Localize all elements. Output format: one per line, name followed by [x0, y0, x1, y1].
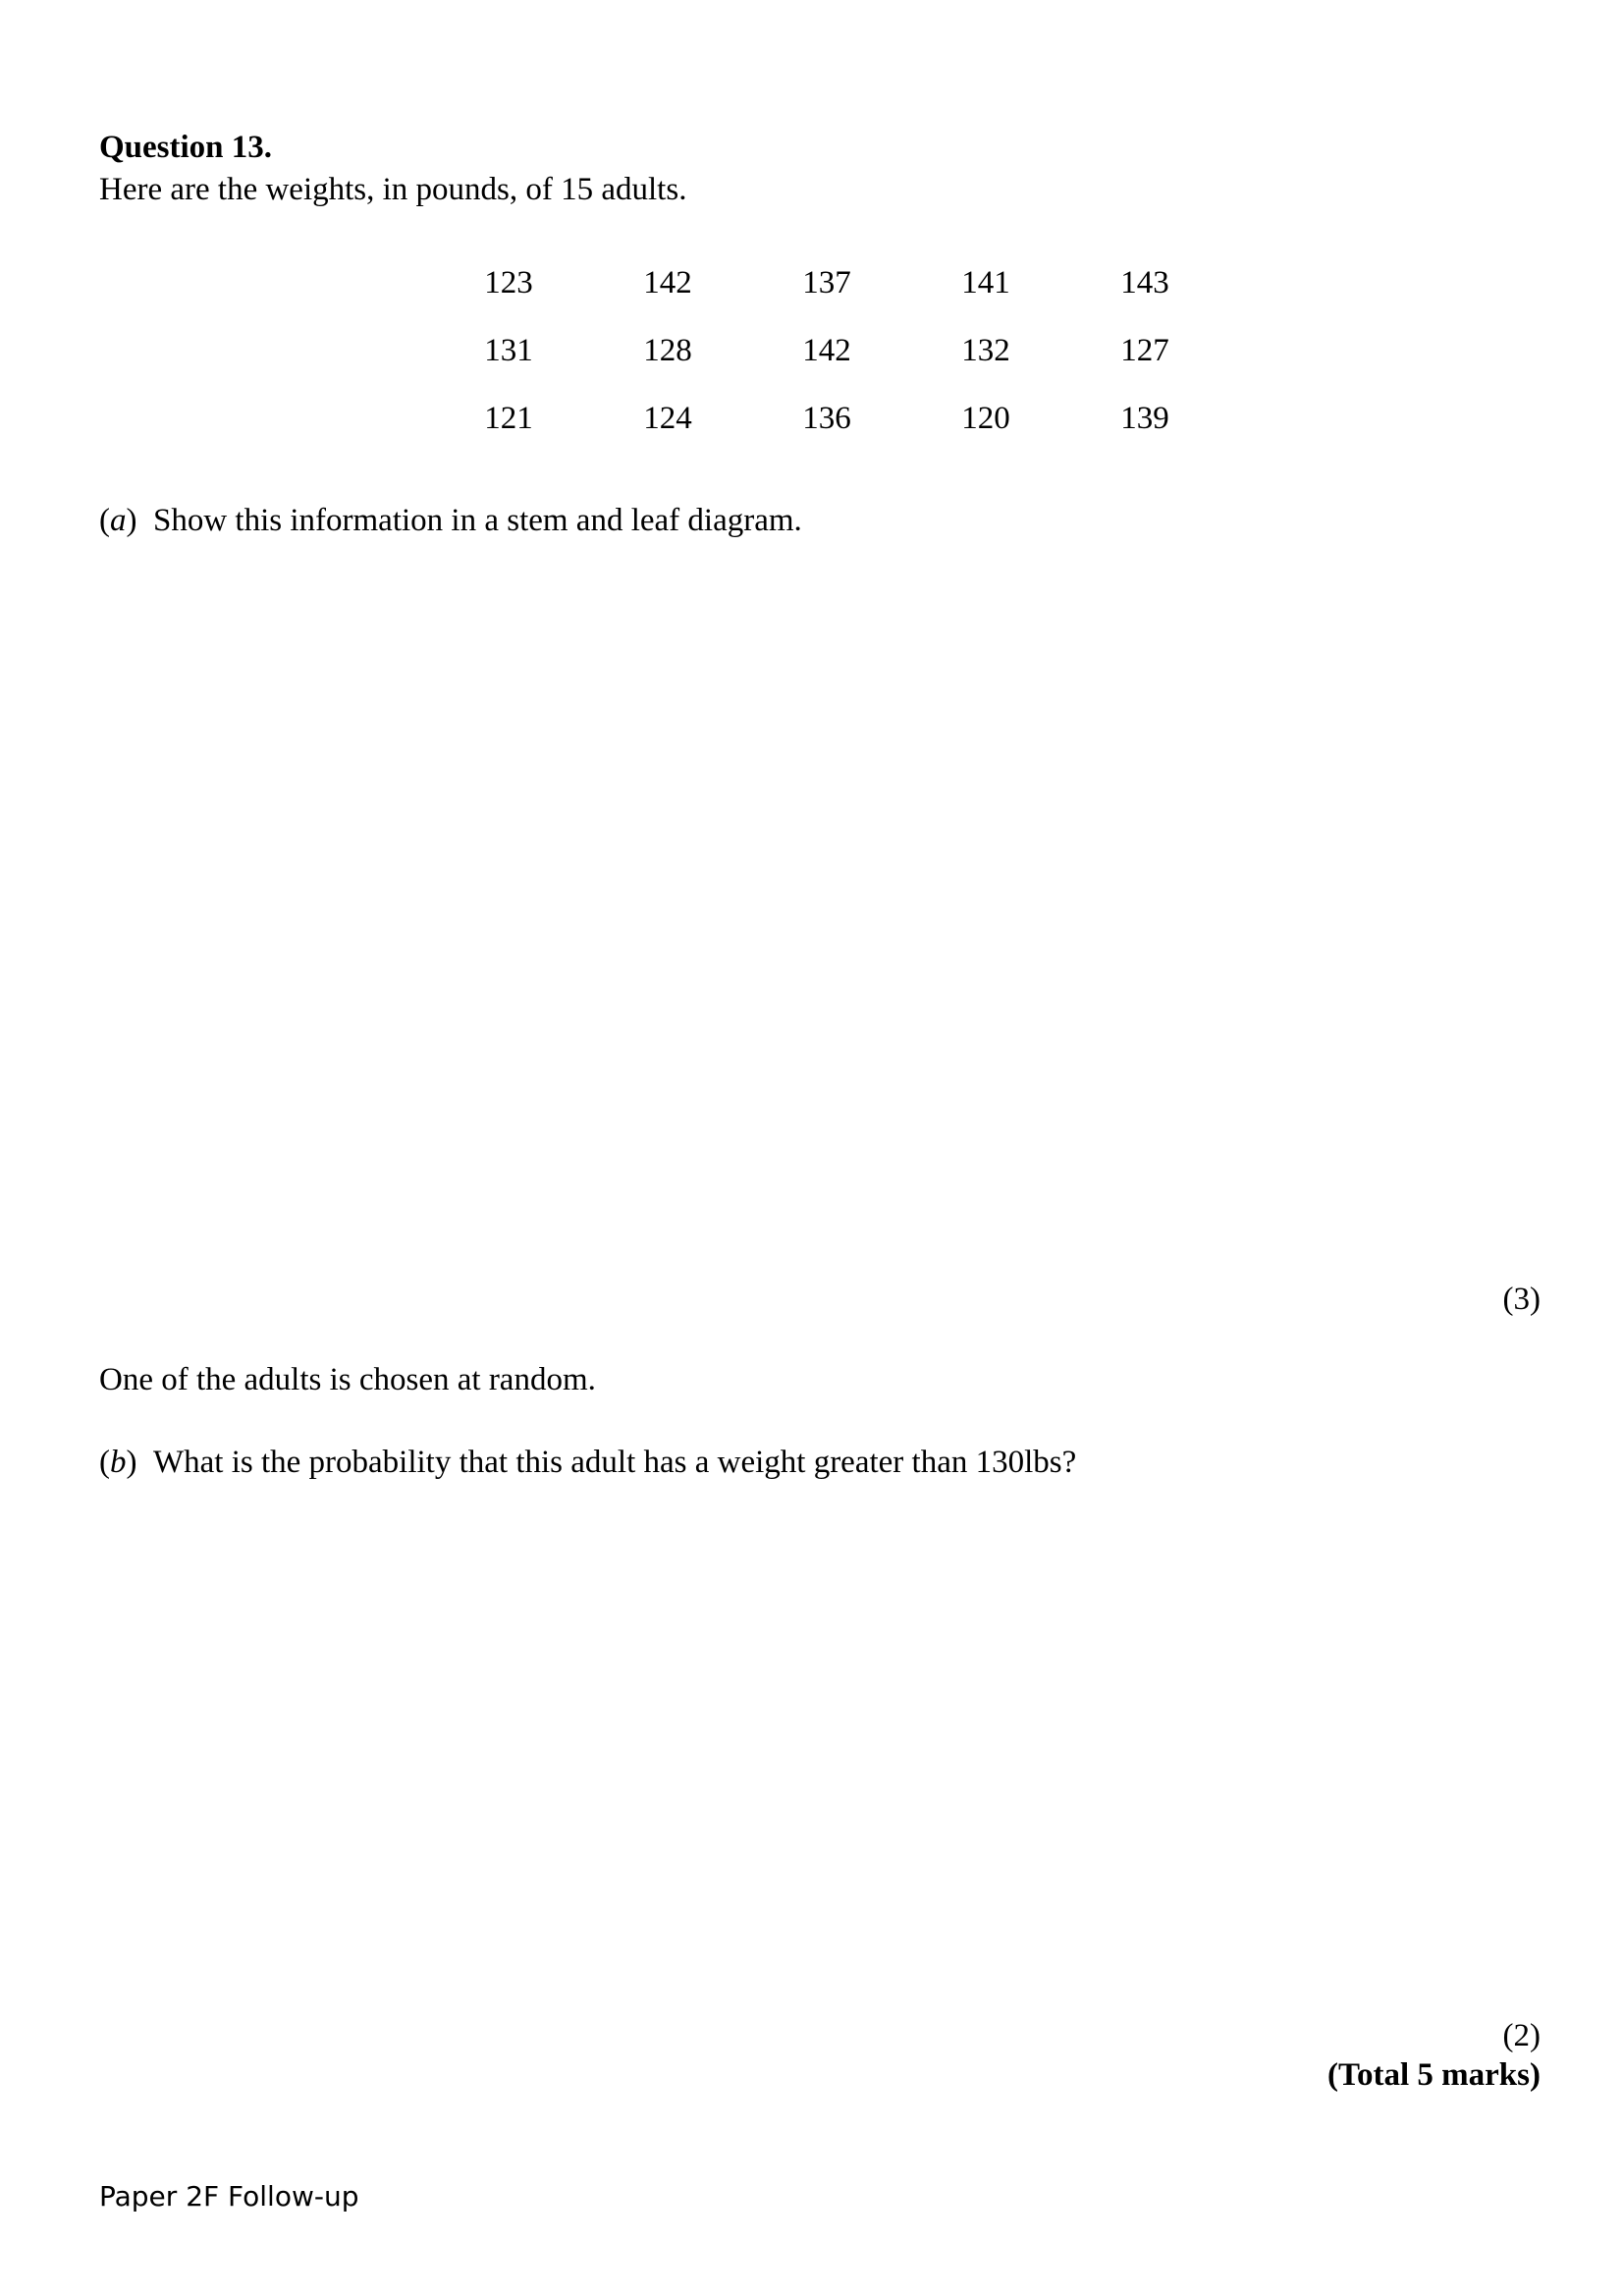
weight-value: 121	[484, 401, 533, 436]
part-b-close: )	[126, 1445, 137, 1480]
weights-row	[450, 401, 1245, 468]
chosen-at-random-text: One of the adults is chosen at random.	[99, 1362, 596, 1397]
weights-row	[450, 265, 1245, 333]
weight-value: 124	[643, 401, 692, 436]
weight-value: 139	[1120, 401, 1169, 436]
part-a-marks: (3)	[1502, 1282, 1541, 1317]
total-marks: (Total 5 marks)	[1327, 2057, 1541, 2093]
weight-value: 127	[1120, 333, 1169, 368]
weight-value: 131	[484, 333, 533, 368]
part-b-text: What is the probability that this adult has a weight greater than 130lbs?	[153, 1445, 1077, 1480]
page-footer: Paper 2F Follow-up	[99, 2180, 359, 2213]
weight-value: 120	[961, 401, 1010, 436]
part-b-prompt	[99, 1445, 1076, 1481]
weight-value: 142	[643, 265, 692, 301]
part-b-letter: b	[110, 1445, 127, 1480]
weight-value: 143	[1120, 265, 1169, 301]
weight-value: 123	[484, 265, 533, 301]
part-a-letter: a	[110, 503, 127, 538]
part-b-marks: (2)	[1502, 2018, 1541, 2053]
weight-value: 132	[961, 333, 1010, 368]
weight-value: 142	[802, 333, 851, 368]
weight-value: 137	[802, 265, 851, 301]
weights-row	[450, 333, 1245, 401]
weight-value: 128	[643, 333, 692, 368]
part-b-open: (	[99, 1445, 110, 1480]
part-a-close: )	[126, 503, 137, 538]
question-title: Question 13.	[99, 130, 273, 165]
question-intro: Here are the weights, in pounds, of 15 adults.	[99, 172, 687, 207]
weight-value: 136	[802, 401, 851, 436]
part-a-open: (	[99, 503, 110, 538]
weights-grid	[450, 265, 1245, 468]
part-a-text: Show this information in a stem and leaf diagram.	[153, 503, 802, 538]
part-a-prompt	[99, 503, 802, 539]
weight-value: 141	[961, 265, 1010, 301]
